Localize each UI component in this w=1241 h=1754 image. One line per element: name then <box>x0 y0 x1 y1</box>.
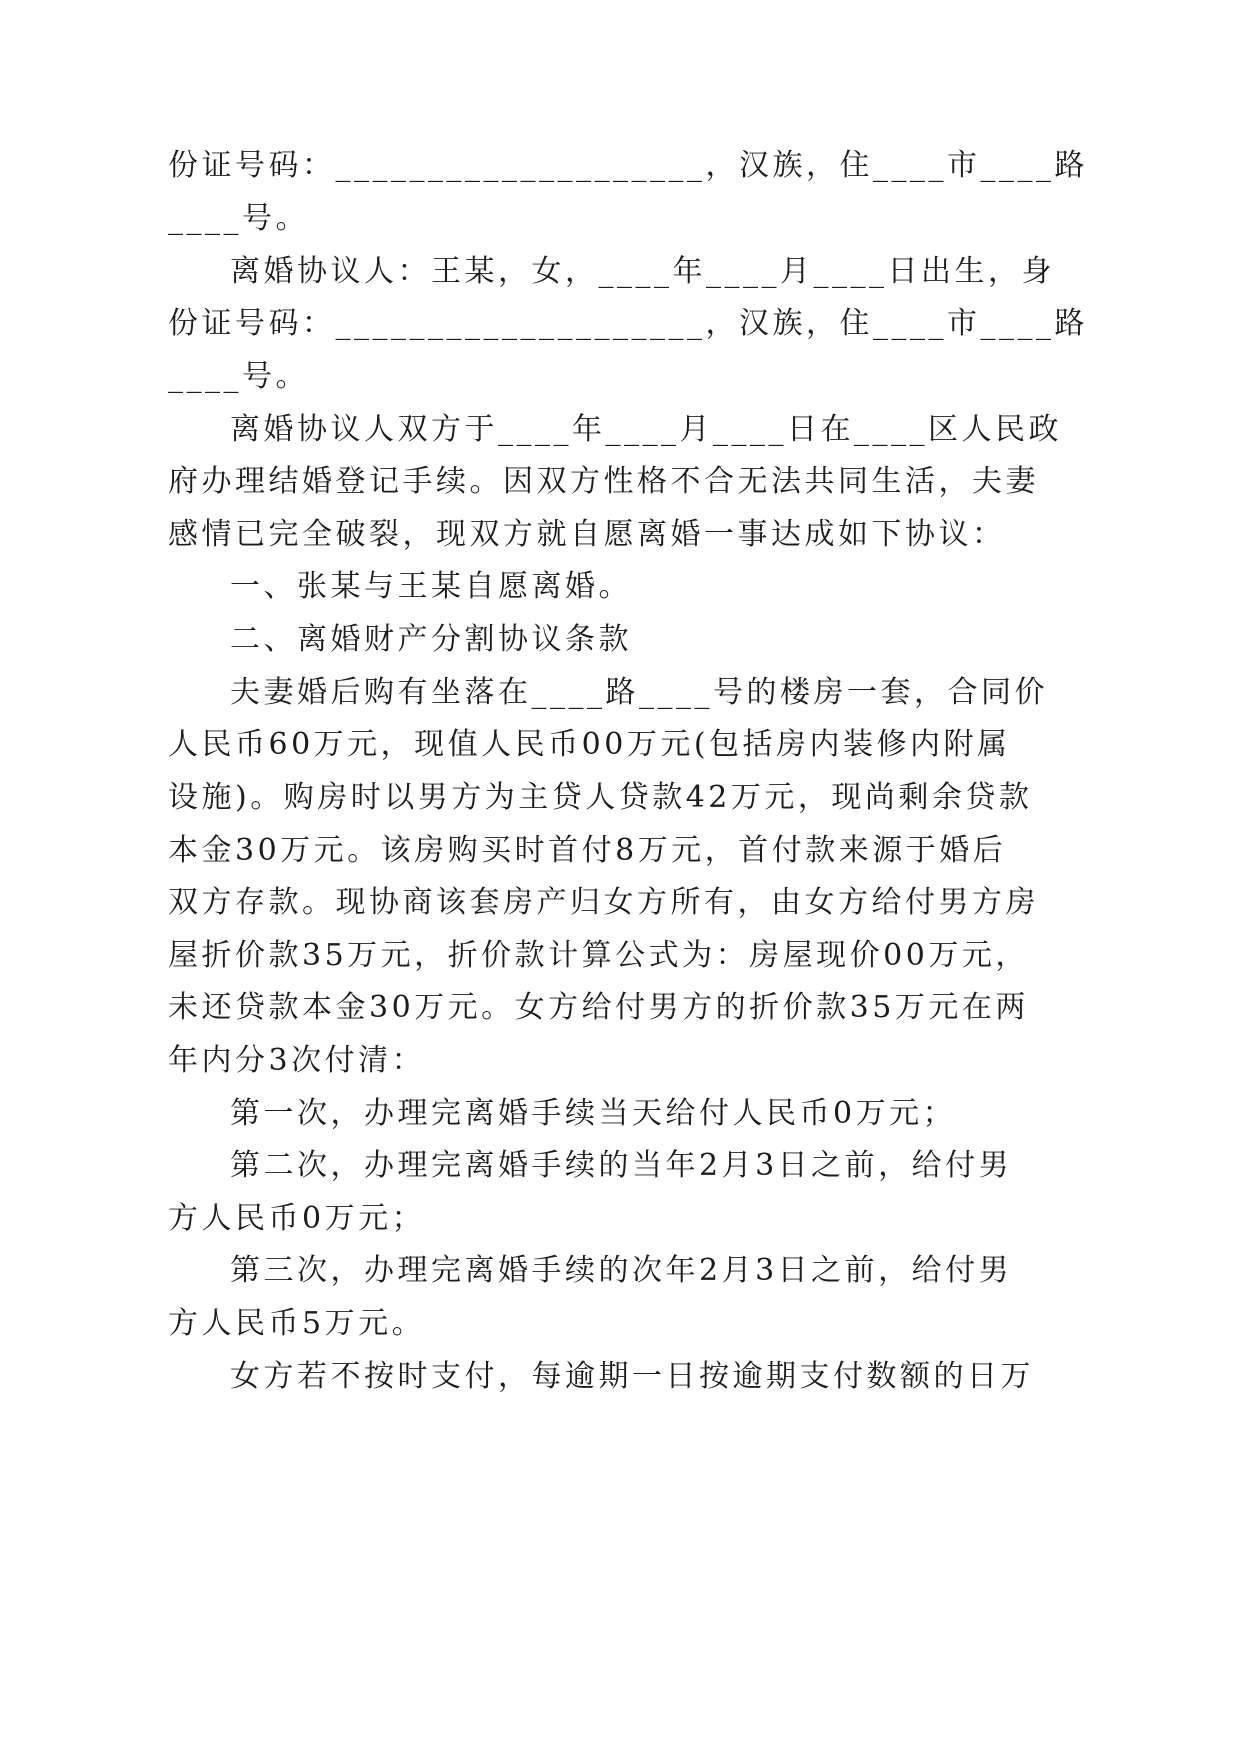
text-line: 第二次，办理完离婚手续的当年2月3日之前，给付男 <box>230 1148 1013 1183</box>
text-line: 第一次，办理完离婚手续当天给付人民币0万元； <box>230 1096 957 1131</box>
text-line: 份证号码：____________________，汉族，住____市____路 <box>168 306 1088 341</box>
text-line: 人民币60万元，现值人民币00万元(包括房内装修内附属 <box>168 727 1011 762</box>
text-line: 第三次，办理完离婚手续的次年2月3日之前，给付男 <box>230 1253 1013 1288</box>
text-line: 离婚协议人双方于____年____月____日在____区人民政 <box>230 412 1062 447</box>
text-line: 离婚协议人：王某，女，____年____月____日出生，身 <box>230 254 1055 289</box>
text-line: 本金30万元。该房购买时首付8万元，首付款来源于婚后 <box>168 833 1007 868</box>
text-line: 感情已完全破裂，现双方就自愿离婚一事达成如下协议： <box>168 517 1006 552</box>
text-line: 份证号码：____________________，汉族，住____市____路 <box>168 148 1088 183</box>
text-line: 二、离婚财产分割协议条款 <box>230 622 632 657</box>
text-line: 年内分3次付清： <box>168 1043 426 1078</box>
text-line: 未还贷款本金30万元。女方给付男方的折价款35万元在两 <box>168 990 1029 1025</box>
text-line: 双方存款。现协商该套房产归女方所有，由女方给付男方房 <box>168 885 1039 920</box>
text-line: ____号。 <box>168 359 309 394</box>
text-line: 屋折价款35万元，折价款计算公式为：房屋现价00万元， <box>168 938 1029 973</box>
text-line: 方人民币5万元。 <box>168 1306 426 1341</box>
text-line: 府办理结婚登记手续。因双方性格不合无法共同生活，夫妻 <box>168 464 1039 499</box>
text-line: 方人民币0万元； <box>168 1201 426 1236</box>
text-line: 一、张某与王某自愿离婚。 <box>230 569 632 604</box>
text-line: 设施)。购房时以男方为主贷人贷款42万元，现尚剩余贷款 <box>168 780 1033 815</box>
text-line: ____号。 <box>168 201 309 236</box>
text-line: 夫妻婚后购有坐落在____路____号的楼房一套，合同价 <box>230 675 1048 710</box>
text-line: 女方若不按时支付，每逾期一日按逾期支付数额的日万 <box>230 1359 1034 1394</box>
